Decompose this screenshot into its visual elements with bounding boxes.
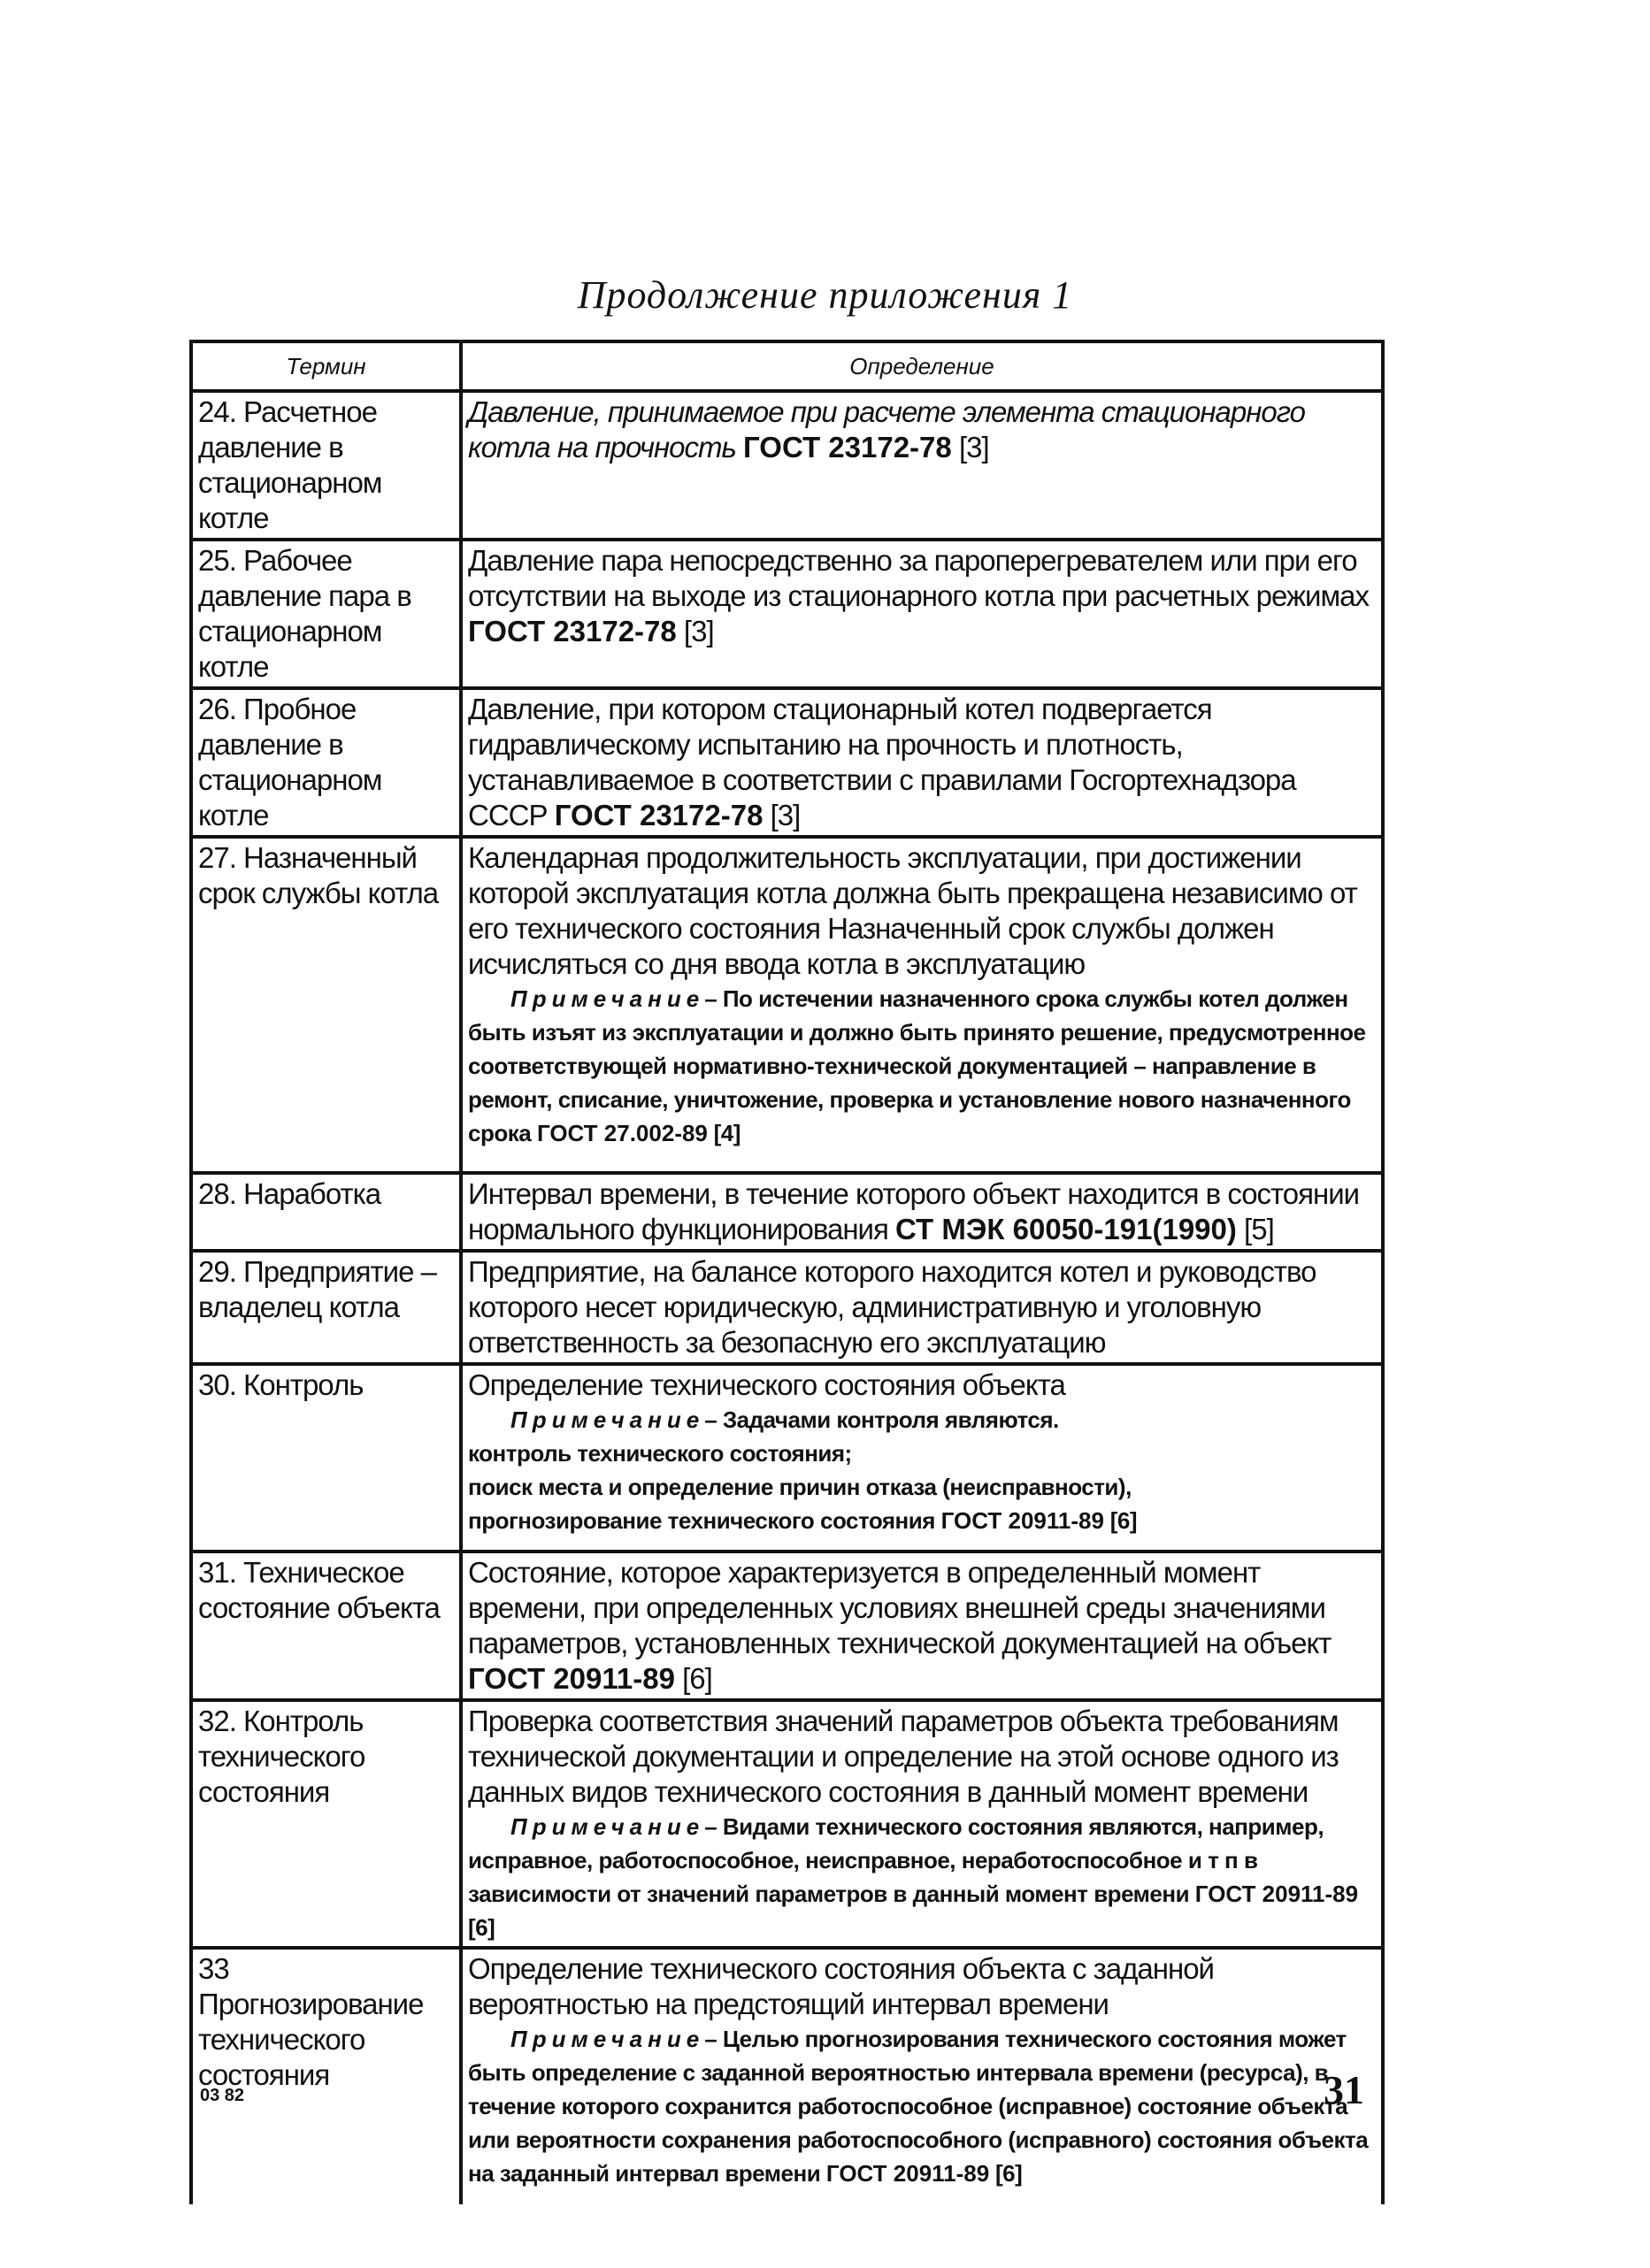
definition-text: Давление, принимаемое при расчете элемента стационарного котла на прочность [468, 395, 1305, 464]
term-cell: 30. Контроль [191, 1364, 461, 1552]
table-row [191, 688, 1383, 837]
definition-text: Определение технического состояния объекта [468, 1368, 1065, 1401]
source-ref: [6] [1109, 1507, 1137, 1534]
definition-text: Давление пара непосредственно за пароперегревателем или при его отсутствии на выходе из стационарного котла при расчетных режимах [468, 544, 1370, 612]
table-row [191, 391, 1383, 540]
gost-reference: ГОСТ 27.002-89 [536, 1120, 708, 1146]
gost-reference: ГОСТ 23172-78 [554, 799, 764, 831]
definition-text: Определение технического состояния объекта с заданной вероятностью на предстоящий интервал времени [468, 1952, 1214, 2020]
table-row [191, 1173, 1383, 1251]
page-number: 31 [1324, 2067, 1364, 2112]
definition-text: Состояние, которое характеризуется в определенный момент времени, при определенных условиях внешней среды значениями параметров, установленных технической документацией на объект [468, 1556, 1332, 1659]
column-header-term: Термин [191, 341, 461, 391]
note-text: – Задачами контроля являются. [704, 1406, 1059, 1433]
definition-cell [461, 540, 1383, 688]
term-cell: 25. Рабочее давление пара в стационарном котле [191, 540, 461, 688]
term-cell: 26. Пробное давление в стационарном котле [191, 688, 461, 837]
note-block [468, 1810, 1376, 1944]
definition-text: Интервал времени, в течение которого объект находится в состоянии нормального функционирования [468, 1177, 1360, 1245]
table-row [191, 540, 1383, 688]
definition-cell [461, 688, 1383, 837]
table-row [191, 1364, 1383, 1552]
terms-table [189, 340, 1385, 2204]
term-cell: 24. Расчетное давление в стационарном котле [191, 391, 461, 540]
gost-reference: ГОСТ 20911-89 [825, 2160, 990, 2187]
table-header-row [191, 341, 1383, 391]
note-label: Примечание [510, 1406, 705, 1433]
definition-cell [461, 837, 1383, 1173]
definition-cell [461, 1948, 1383, 2204]
source-ref: [3] [683, 615, 714, 647]
source-ref: [3] [958, 431, 989, 464]
source-ref: [6] [994, 2160, 1023, 2187]
gost-reference: ГОСТ 20911-89 [1194, 1881, 1359, 1907]
definition-cell [461, 1251, 1383, 1364]
note-text: – Видами технического состояния являются, например, исправное, работоспособное, неисправное, неработоспособное и т п в зависимости от значений параметров в данный момент времени [468, 1813, 1324, 1907]
source-ref: [5] [1244, 1213, 1274, 1245]
note-line: поиск места и определение причин отказа (неисправности), [468, 1474, 1132, 1500]
page-heading: Продолжение приложения 1 [577, 273, 1073, 317]
note-label: Примечание [510, 2026, 705, 2052]
note-text: – Целью прогнозирования технического состояния может быть определение с заданной вероятностью интервала времени (ресурса), в течение которого сохранится работоспособное (исправное) состояние объекта или вероятности сохранения работоспособного (исправного) состояния объекта на заданный интервал времени [468, 2026, 1369, 2187]
note-line-text: прогнозирование технического состояния [468, 1507, 935, 1534]
table-row [191, 1700, 1383, 1948]
definition-text: Календарная продолжительность эксплуатации, при достижении которой эксплуатация котла должна быть прекращена независимо от его технического состояния Назначенный срок службы должен исчисляться со дня ввода котла в эксплуатацию [468, 841, 1357, 980]
note-line-last [468, 1504, 1376, 1537]
table-row [191, 1251, 1383, 1364]
note-label: Примечание [510, 985, 705, 1012]
definition-cell [461, 1364, 1383, 1552]
note-block [468, 1403, 1376, 1537]
term-cell: 33 Прогнозирование технического состояния [191, 1948, 461, 2204]
source-ref: [4] [713, 1120, 741, 1146]
table-row [191, 837, 1383, 1173]
note-block [468, 982, 1376, 1150]
term-cell: 31. Техническое состояние объекта [191, 1552, 461, 1700]
source-ref: [6] [468, 1914, 495, 1941]
gost-reference: СТ МЭК 60050-191(1990) [895, 1213, 1237, 1245]
table-row [191, 1948, 1383, 2204]
gost-reference: ГОСТ 20911-89 [468, 1662, 675, 1695]
note-line: контроль технического состояния; [468, 1440, 852, 1467]
note-text: – По истечении назначенного срока службы котел должен быть изъят из эксплуатации и должно быть принято решение, предусмотренное соответствующей нормативно-технической документацией – направление в ремонт, списание, уничтожение, проверка и установление нового назначенного срока [468, 985, 1366, 1146]
term-cell: 27. Назначенный срок службы котла [191, 837, 461, 1173]
note-block [468, 2022, 1376, 2190]
term-cell: 28. Наработка [191, 1173, 461, 1251]
gost-reference: ГОСТ 20911-89 [940, 1507, 1104, 1534]
definition-text: Проверка соответствия значений параметров объекта требованиям технической документации и определение на этой основе одного из данных видов технического состояния в данный момент времени [468, 1705, 1339, 1808]
term-cell: 32. Контроль технического состояния [191, 1700, 461, 1948]
source-ref: [6] [682, 1662, 712, 1695]
definition-cell [461, 391, 1383, 540]
source-ref: [3] [770, 799, 801, 831]
note-label: Примечание [510, 1813, 705, 1840]
term-cell: 29. Предприятие – владелец котла [191, 1251, 461, 1364]
definition-text: Давление, при котором стационарный котел подвергается гидравлическому испытанию на прочность и плотность, устанавливаемое в соответствии с правилами Госгортехнадзора СССР [468, 693, 1296, 831]
gost-reference: ГОСТ 23172-78 [743, 431, 952, 464]
definition-text: Предприятие, на балансе которого находится котел и руководство которого несет юридическую, административную и уголовную ответственность за безопасную его эксплуатацию [468, 1255, 1316, 1359]
column-header-definition: Определение [461, 341, 1383, 391]
definition-cell [461, 1552, 1383, 1700]
gost-reference: ГОСТ 23172-78 [468, 615, 677, 647]
definition-cell [461, 1173, 1383, 1251]
footer-code: 03 82 [200, 2086, 245, 2105]
table-row [191, 1552, 1383, 1700]
definition-cell [461, 1700, 1383, 1948]
